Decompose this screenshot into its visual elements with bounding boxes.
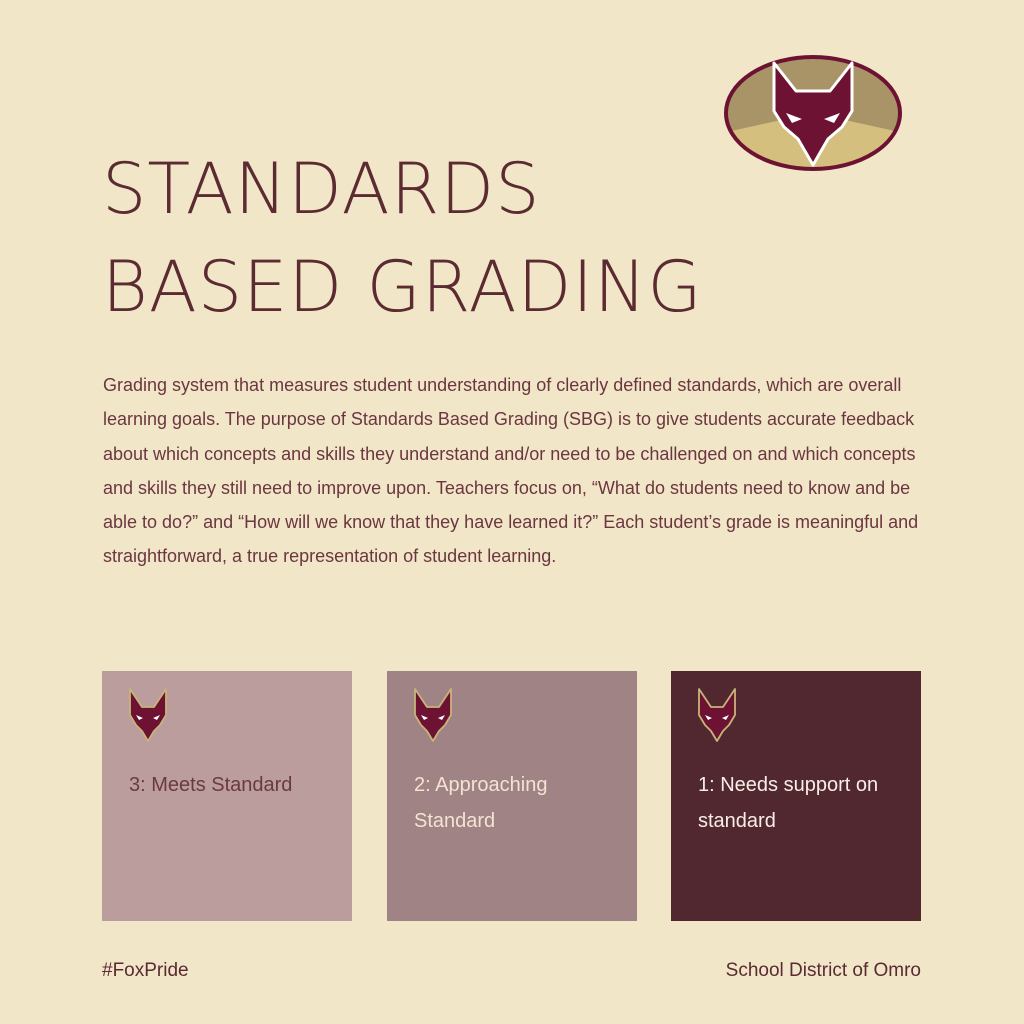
fox-head-icon <box>126 687 170 743</box>
organization-name: School District of Omro <box>725 960 921 981</box>
title-line-1: STANDARDS <box>102 148 541 230</box>
card-meets-standard <box>102 671 352 921</box>
hashtag: #FoxPride <box>102 960 189 981</box>
title-line-2: BASED GRADING <box>102 246 703 328</box>
page-title <box>102 140 802 336</box>
fox-head-icon <box>695 687 739 743</box>
card-label: 3: Meets Standard <box>129 774 293 796</box>
grading-scale-cards <box>102 671 922 921</box>
card-approaching-standard <box>387 671 637 921</box>
card-label: 1: Needs support on standard <box>698 774 879 832</box>
card-needs-support <box>671 671 921 921</box>
description-paragraph: Grading system that measures student understanding of clearly defined standards, which are overall learning goals. The purpose of Standards Based Grading (SBG) is to give students accurate feedback about which concepts and skills they understand and/or need to be challenged on and which concepts and skills they still need to improve upon. Teachers focus on, “What do students need to know and be able to do?” and “How will we know that they have learned it?” Each student’s grade is meaningful and straightforward, a true representation of student learning. <box>103 375 919 567</box>
card-label: 2: Approaching Standard <box>414 774 548 832</box>
fox-head-icon <box>411 687 455 743</box>
